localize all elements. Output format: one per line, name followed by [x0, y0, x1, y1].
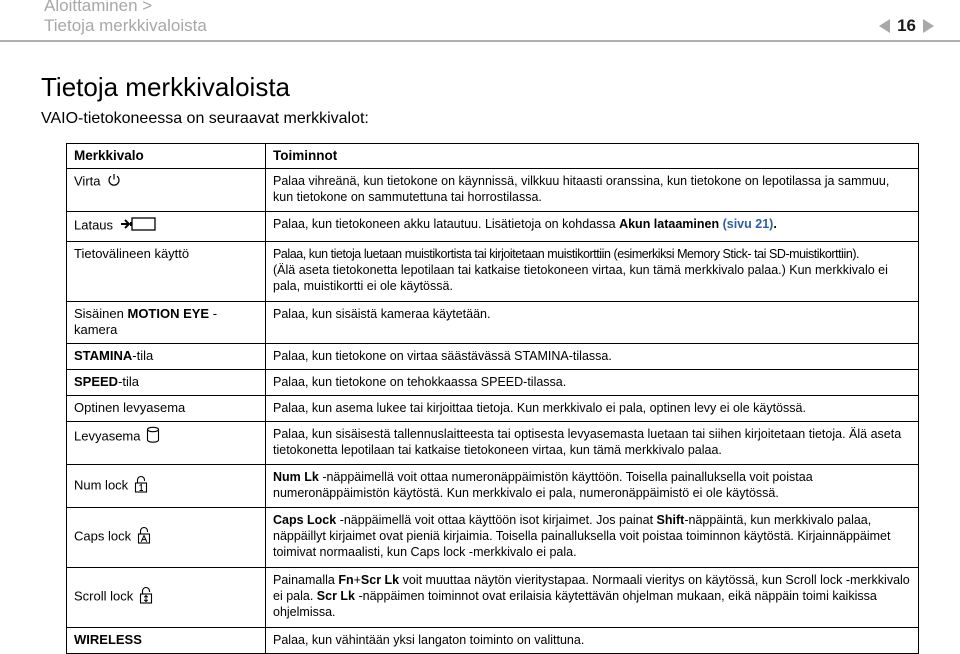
- indicator-name: Scroll lock: [74, 588, 134, 604]
- key-combination-plus: +: [353, 573, 361, 587]
- caps-lock-icon: [137, 526, 151, 548]
- key-name-shift: Shift: [656, 513, 685, 527]
- description-text: Palaa, kun tietokoneen akku latautuu. Lisätietoja on kohdassa: [273, 217, 620, 231]
- description-text-continued: voit muuttaa näytön vieritystapaa. Normaali vieritys on käytössä, kun Scroll lock -merkkivalo ei pala.: [273, 573, 910, 603]
- indicator-description: Palaa vihreänä, kun tietokone on käynnissä, vilkkuu hitaasti oranssina, kun tietokone on lepotilassa ja sammuu, kun tietokone on sammutettuna tai horrostilassa.: [266, 169, 919, 212]
- indicator-description: Palaa, kun tietokone on virtaa säästävässä STAMINA-tilassa.: [266, 344, 919, 370]
- table-header-row: [67, 144, 919, 169]
- indicator-name: Optinen levyasema: [67, 396, 266, 422]
- indicator-name-brand: SPEED: [74, 374, 119, 389]
- indicator-name-brand: MOTION EYE: [127, 306, 210, 321]
- indicator-description: Palaa, kun tietokone on tehokkaassa SPEED-tilassa.: [266, 370, 919, 396]
- key-name-scr-lk: Scr Lk: [360, 573, 400, 587]
- link-charging-battery[interactable]: Akun lataaminen: [619, 217, 720, 231]
- table-row: [67, 242, 919, 302]
- indicator-name: Tietovälineen käyttö: [67, 242, 266, 302]
- table-row: [67, 508, 919, 568]
- table-row: [67, 568, 919, 628]
- indicator-name-suffix: -tila: [118, 374, 140, 389]
- description-text: -näppäimellä voit ottaa käyttöön isot kirjaimet. Jos painat: [336, 513, 657, 527]
- table-row: [67, 169, 919, 212]
- table-row: [67, 344, 919, 370]
- breadcrumb-parent[interactable]: Aloittaminen >: [44, 0, 153, 15]
- indicator-name: Num lock: [74, 476, 129, 492]
- indicator-name: Caps lock: [74, 528, 132, 544]
- description-note: (Älä aseta tietokonetta lepotilaan tai katkaise tietokoneen virtaa, kun tämä merkkivalo palaa.) Kun merkkivalo ei pala, muistikortti ei ole käytössä.: [273, 263, 888, 293]
- page-navigation: [879, 16, 934, 36]
- header-divider: [0, 40, 960, 42]
- table-row: [67, 422, 919, 465]
- indicator-name-suffix: -tila: [132, 348, 154, 363]
- table-row: [67, 396, 919, 422]
- column-header-functions: Toiminnot: [266, 144, 919, 169]
- indicator-description: Palaa, kun sisäistä kameraa käytetään.: [266, 302, 919, 344]
- indicator-description: Palaa, kun vähintään yksi langaton toiminto on valittuna.: [266, 628, 919, 654]
- description-text-end: -näppäimen toiminnot ovat erilaisia käytettävän ohjelman mukaan, eikä näppäin toimi kaikissa ohjelmissa.: [273, 589, 877, 619]
- page-title: Tietoja merkkivaloista: [41, 72, 291, 102]
- table-row: [67, 370, 919, 396]
- key-name-caps-lock: Caps Lock: [273, 513, 337, 527]
- description-text-continued: -näppäintä, kun merkkivalo palaa, näppäillyt kirjaimet ovat pieniä kirjaimia. Toisella painalluksella voit poistaa toiminnon käytöstä. Kirjainnäppäimet toimivat normaalisti, kun Caps lock -merkkivalo ei pala.: [273, 513, 891, 559]
- indicator-name: WIRELESS: [74, 632, 142, 647]
- table-row: [67, 212, 919, 242]
- indicator-name-prefix: Sisäinen: [74, 306, 128, 321]
- link-page-reference[interactable]: (sivu 21): [722, 217, 774, 231]
- description-text: -näppäimellä voit ottaa numeronäppäimistön käyttöön. Toisella painalluksella voit poistaa numeronäppäimistön käytöstä. Kun merkkivalo ei pala, numeronäppäimistö ei ole käytössä.: [273, 470, 813, 500]
- description-text: Painamalla: [273, 573, 339, 587]
- disk-icon: [146, 426, 160, 448]
- breadcrumb-current: Tietoja merkkivaloista: [44, 16, 207, 35]
- power-icon: [107, 173, 121, 191]
- indicator-name: Lataus: [74, 217, 114, 233]
- indicator-name: Levyasema: [74, 428, 141, 444]
- page-number: 16: [897, 16, 916, 35]
- description-text: Palaa, kun tietoja luetaan muistikortista tai kirjoitetaan muistikorttiin (esimerkiksi Memory Stick- tai SD-muistikorttiin).: [273, 247, 860, 261]
- key-name-num-lk: Num Lk: [273, 470, 319, 484]
- page-subtitle: VAIO-tietokoneessa on seuraavat merkkivalot:: [41, 110, 369, 127]
- table-row: [67, 465, 919, 508]
- key-name-fn: Fn: [338, 573, 354, 587]
- table-row: [67, 302, 919, 344]
- indicator-name: Virta: [74, 173, 101, 189]
- indicator-name-brand: STAMINA: [74, 348, 133, 363]
- description-period: .: [773, 217, 777, 231]
- indicator-table: [66, 143, 919, 654]
- indicator-name-suffix: -kamera: [74, 306, 218, 337]
- previous-page-icon[interactable]: [879, 19, 890, 33]
- num-lock-icon: [134, 475, 148, 497]
- charge-icon: [119, 216, 157, 236]
- indicator-description: Palaa, kun sisäisestä tallennuslaitteesta tai optisesta levyasemasta luetaan tai siihen kirjoitetaan tietoja. Älä aseta tietokonetta lepotilaan tai katkaise tietokoneen virtaa, kun tämä merkkivalo palaa.: [266, 422, 919, 465]
- key-name-scr-lk-2: Scr Lk: [316, 589, 355, 603]
- column-header-indicator: Merkkivalo: [67, 144, 266, 169]
- table-row: [67, 628, 919, 654]
- scroll-lock-icon: [139, 586, 153, 608]
- indicator-description: Palaa, kun asema lukee tai kirjoittaa tietoja. Kun merkkivalo ei pala, optinen levy ei ole käytössä.: [266, 396, 919, 422]
- next-page-icon[interactable]: [923, 19, 934, 33]
